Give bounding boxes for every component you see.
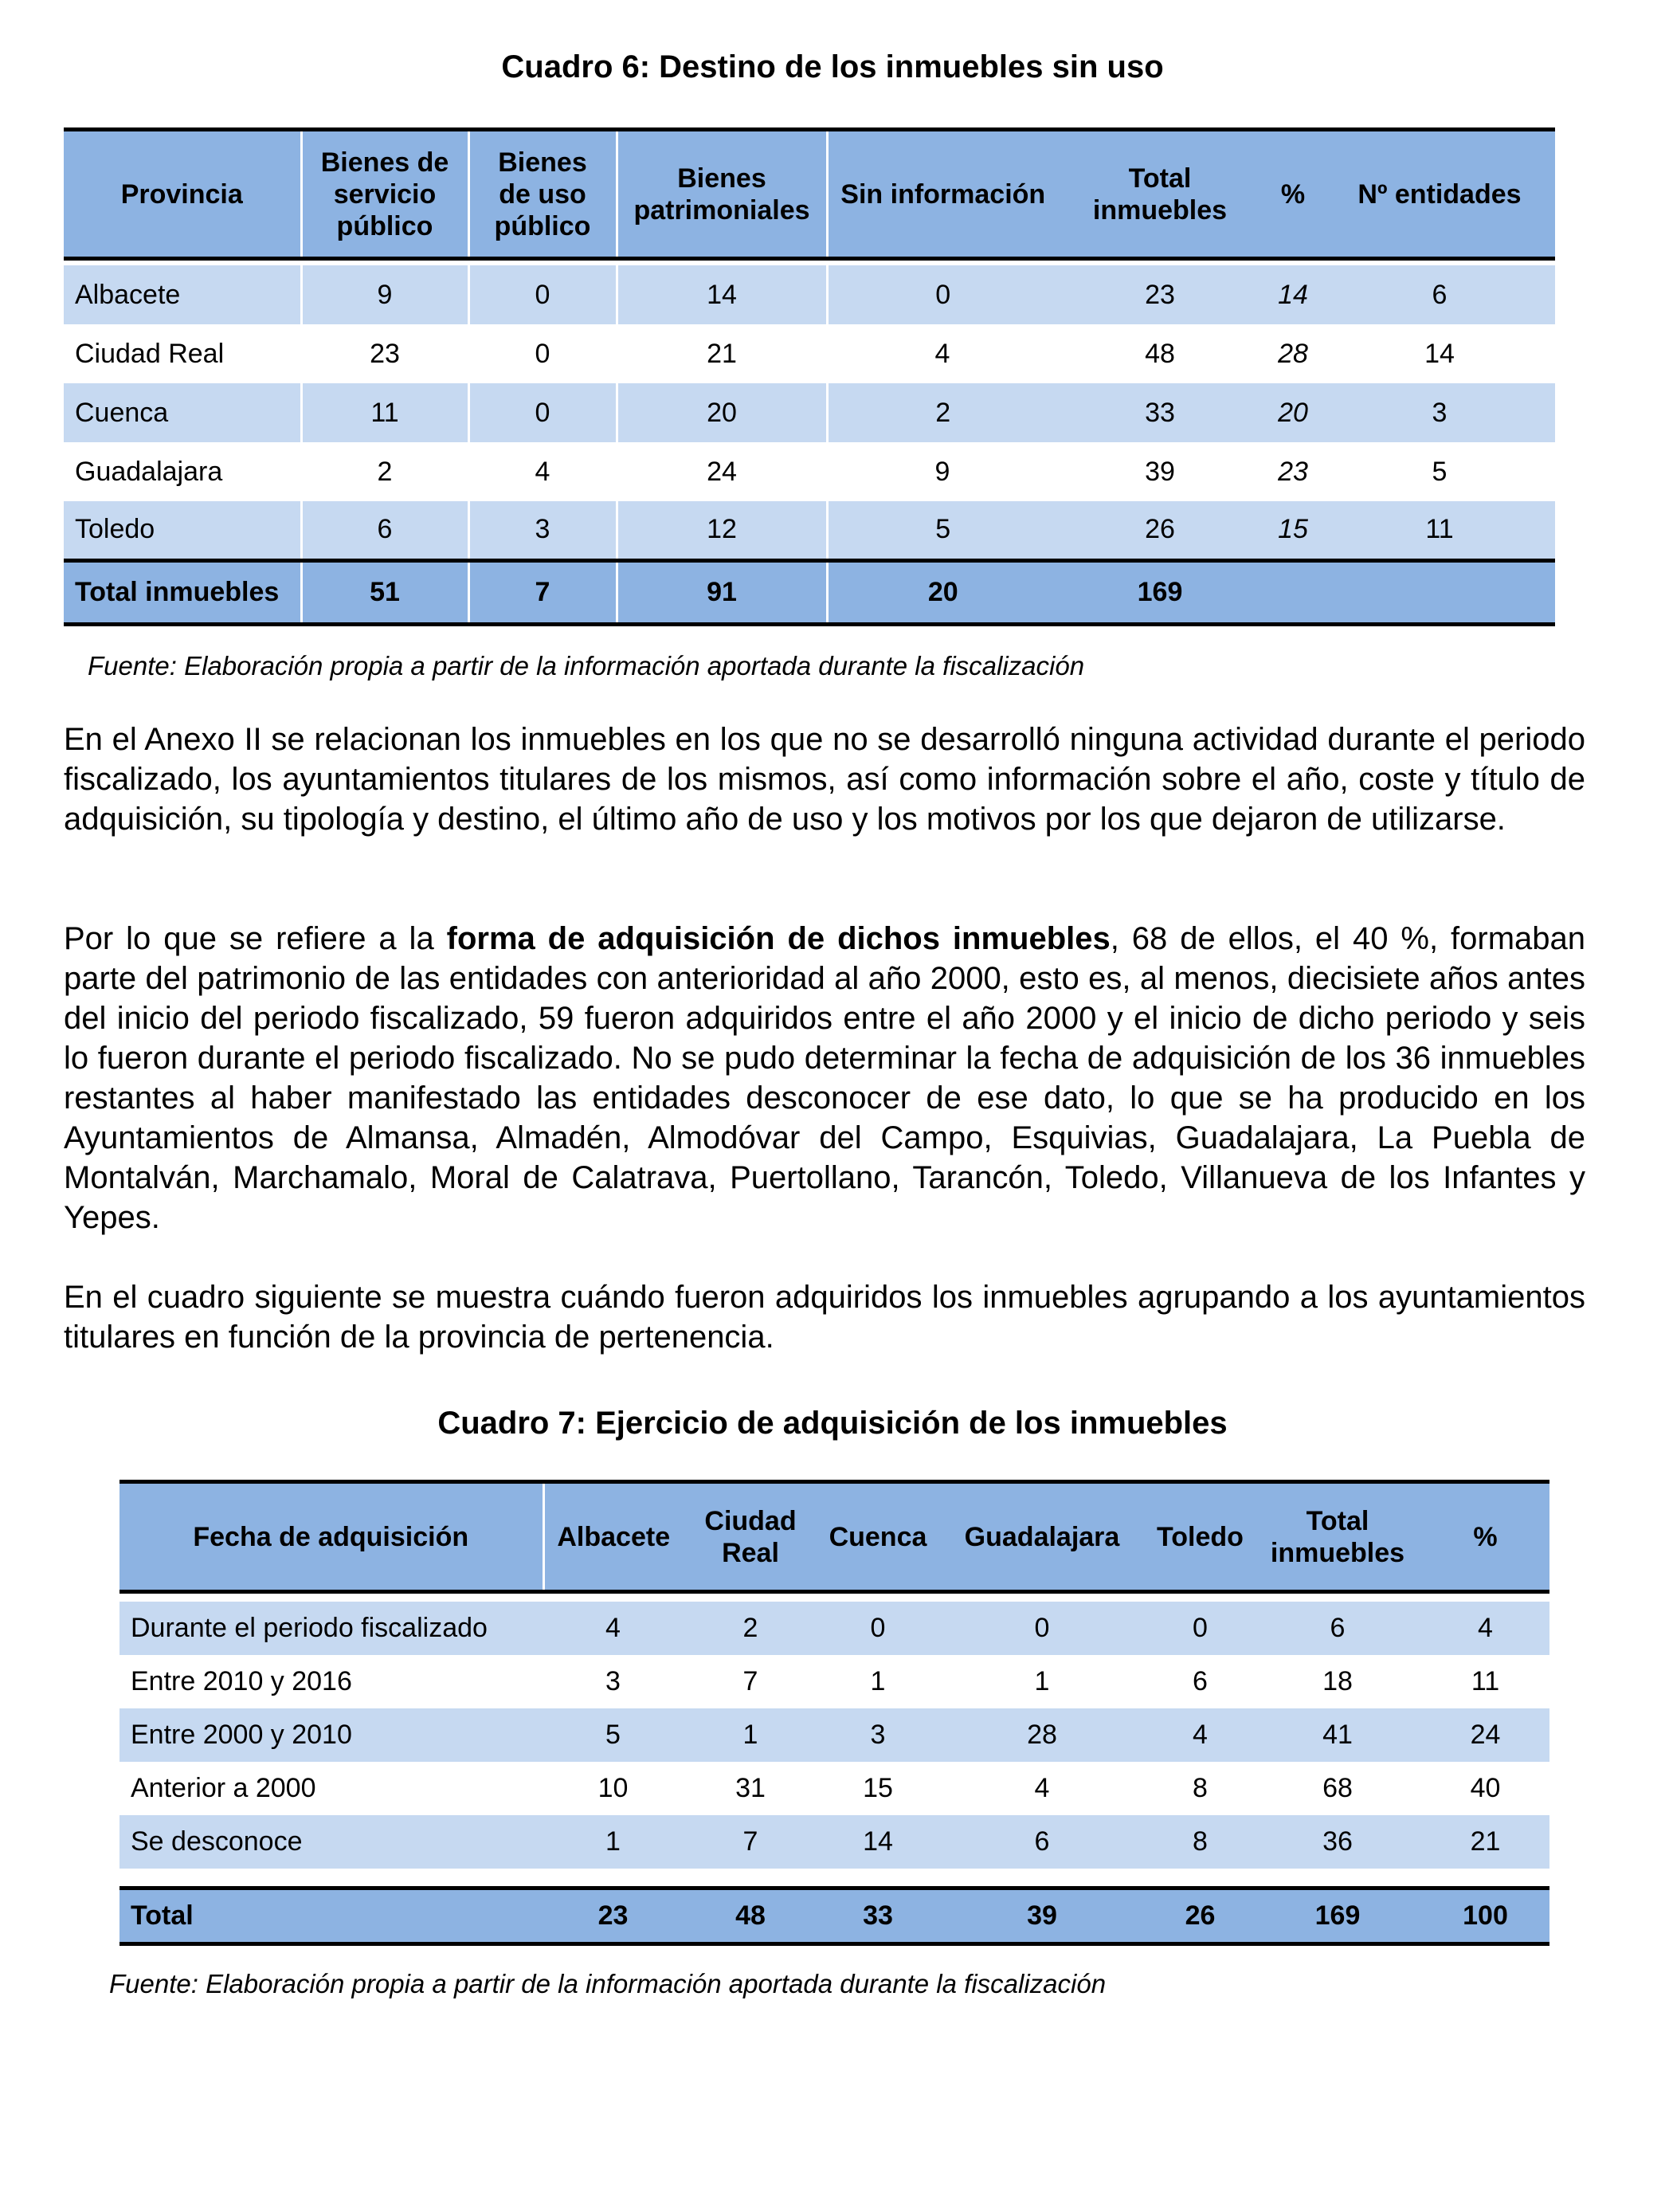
cell-albacete: 3 — [605, 1666, 621, 1696]
cell-pct: 24 — [1421, 1708, 1549, 1762]
table-row — [119, 1762, 1549, 1815]
row-label: Total inmuebles — [64, 560, 301, 624]
cell-pct: 14 — [1262, 265, 1324, 324]
table-row — [64, 324, 1555, 383]
cell-bsp: 23 — [370, 338, 400, 369]
cell-cuenca: 0 — [818, 1602, 938, 1655]
paragraph-anexo: En el Anexo II se relacionan los inmuebles en los que no se desarrolló ninguna actividad durante el periodo fiscalizado, los ayuntamientos titulares de los mismos, así como información sobre el año, coste y título de adquisición, su tipología y destino, el último año de uso y los motivos por los que dejaron de utilizarse. — [64, 722, 1585, 837]
cell-entidades — [1324, 560, 1555, 624]
cell-bsp: 6 — [301, 501, 468, 560]
table-row — [119, 1655, 1549, 1708]
cell-bup: 3 — [468, 501, 617, 560]
cell-guadalajara: 28 — [938, 1708, 1146, 1762]
row-label: Toledo — [64, 501, 301, 560]
col-header-ciudad-real: Ciudad Real — [683, 1482, 818, 1592]
table-row — [64, 442, 1555, 501]
cell-total: 18 — [1322, 1666, 1353, 1696]
col-header-cuenca: Cuenca — [818, 1482, 938, 1592]
cell-bpat: 21 — [707, 338, 737, 369]
table-row — [64, 383, 1555, 442]
cell-bup: 0 — [468, 265, 617, 324]
row-label: Cuenca — [64, 383, 301, 442]
cell-pct: 15 — [1262, 501, 1324, 560]
cell-total: 6 — [1254, 1602, 1421, 1655]
cell-bpat: 20 — [617, 383, 827, 442]
cell-entidades: 3 — [1324, 383, 1555, 442]
col-header-num-entidades: Nº entidades — [1324, 130, 1555, 259]
row-label: Anterior a 2000 — [131, 1773, 316, 1803]
cell-toledo: 8 — [1193, 1773, 1208, 1803]
cell-albacete: 23 — [543, 1888, 683, 1944]
cell-pct: 23 — [1278, 456, 1308, 487]
col-header-pct: % — [1421, 1482, 1549, 1592]
cell-sininfo: 0 — [827, 265, 1058, 324]
cell-entidades: 5 — [1432, 456, 1448, 487]
row-label: Guadalajara — [75, 456, 223, 487]
cell-sininfo: 2 — [827, 383, 1058, 442]
cell-bpat: 24 — [707, 456, 737, 487]
total-row — [119, 1888, 1549, 1944]
cell-sininfo: 9 — [934, 456, 950, 487]
cell-ciudad-real: 2 — [683, 1602, 818, 1655]
cell-pct: 20 — [1262, 383, 1324, 442]
col-header-fecha-adquisicion: Fecha de adquisición — [119, 1482, 543, 1592]
paragraph-forma-adquisicion: Por lo que se refiere a la forma de adquisición de dichos inmuebles, 68 de ellos, el 40 %, formaban parte del patrimonio de las entidades con anterioridad al año 2000, esto es, al menos, diecisiete años antes del inicio del periodo fiscalizado, 59 fueron adquiridos entre el año 2000 y el inicio de dicho periodo y seis lo fueron durante el periodo fiscalizado. No se pudo determinar la fecha de adquisición de los 36 inmuebles restantes al haber manifestado las entidades desconocer de ese dato, lo que se ha producido en los Ayuntamientos de Almansa, Almadén, Almodóvar del Campo, Esquivias, Guadalajara, La Puebla de Montalván, Marchamalo, Moral de Calatrava, Puertollano, Tarancón, Toledo, Villanueva de los Infantes y Yepes. — [64, 921, 1586, 1235]
cell-total: 169 — [1254, 1888, 1421, 1944]
cell-total: 23 — [1058, 265, 1262, 324]
cell-bup: 7 — [468, 560, 617, 624]
total-row — [64, 560, 1555, 624]
cell-albacete: 5 — [543, 1708, 683, 1762]
cell-bup: 0 — [468, 383, 617, 442]
cell-cuenca: 1 — [870, 1666, 886, 1696]
cell-ciudad-real: 48 — [683, 1888, 818, 1944]
table7-header-row — [119, 1482, 1549, 1592]
cell-albacete: 1 — [543, 1815, 683, 1869]
cell-bsp: 11 — [301, 383, 468, 442]
col-header-pct: % — [1262, 130, 1324, 259]
cell-pct: 40 — [1470, 1773, 1501, 1803]
cell-toledo: 26 — [1146, 1888, 1254, 1944]
cell-entidades: 6 — [1324, 265, 1555, 324]
cell-pct: 11 — [1471, 1666, 1500, 1696]
cell-albacete: 10 — [597, 1773, 629, 1803]
cell-entidades: 11 — [1324, 501, 1555, 560]
cell-toledo: 0 — [1146, 1602, 1254, 1655]
row-label: Albacete — [64, 265, 301, 324]
col-header-total-inmuebles: Total inmuebles — [1254, 1482, 1421, 1592]
emphasis-forma-adquisicion: forma de adquisición de dichos inmuebles — [446, 921, 1111, 956]
col-header-albacete: Albacete — [543, 1482, 683, 1592]
cell-pct — [1262, 560, 1324, 624]
row-label: Durante el periodo fiscalizado — [119, 1602, 543, 1655]
cell-bsp: 9 — [301, 265, 468, 324]
cell-bsp: 2 — [377, 456, 393, 487]
row-label: Entre 2010 y 2016 — [131, 1666, 352, 1696]
cell-bup: 0 — [535, 338, 550, 369]
row-label: Ciudad Real — [75, 338, 225, 369]
cell-guadalajara: 0 — [938, 1602, 1146, 1655]
cell-guadalajara: 1 — [1034, 1666, 1050, 1696]
cell-bpat: 14 — [617, 265, 827, 324]
row-label: Se desconoce — [119, 1815, 543, 1869]
cell-cuenca: 15 — [863, 1773, 893, 1803]
cell-ciudad-real: 7 — [683, 1815, 818, 1869]
cell-bpat: 91 — [617, 560, 827, 624]
table-row — [64, 265, 1555, 324]
cell-bpat: 12 — [617, 501, 827, 560]
cell-cuenca: 14 — [818, 1815, 938, 1869]
cell-pct: 21 — [1421, 1815, 1549, 1869]
cell-total: 41 — [1254, 1708, 1421, 1762]
cell-total: 68 — [1322, 1773, 1353, 1803]
cell-total: 48 — [1145, 338, 1175, 369]
cell-toledo: 4 — [1146, 1708, 1254, 1762]
cell-ciudad-real: 7 — [742, 1666, 758, 1696]
table7 — [119, 1480, 1549, 1946]
col-header-sin-informacion: Sin información — [827, 130, 1058, 259]
row-label: Total — [119, 1888, 543, 1944]
cell-pct: 4 — [1421, 1602, 1549, 1655]
paragraph-cuadro-siguiente: En el cuadro siguiente se muestra cuándo fueron adquiridos los inmuebles agrupando a los ayuntamientos titulares en función de la provincia de pertenencia. — [64, 1280, 1585, 1355]
col-header-guadalajara: Guadalajara — [938, 1482, 1146, 1592]
table-row — [119, 1708, 1549, 1762]
cell-toledo: 6 — [1193, 1666, 1208, 1696]
cell-pct: 28 — [1278, 338, 1308, 369]
cell-guadalajara: 39 — [938, 1888, 1146, 1944]
cell-total: 169 — [1058, 560, 1262, 624]
table6-header-row — [64, 130, 1555, 259]
col-header-toledo: Toledo — [1146, 1482, 1254, 1592]
cell-sininfo: 5 — [827, 501, 1058, 560]
cell-ciudad-real: 1 — [683, 1708, 818, 1762]
table6 — [64, 127, 1555, 626]
table6-source: Fuente: Elaboración propia a partir de la información aportada durante la fiscalización — [88, 651, 1085, 680]
col-header-bienes-servicio-publico: Bienes de servicio público — [301, 130, 468, 259]
col-header-bienes-uso-publico: Bienes de uso público — [468, 130, 617, 259]
cell-ciudad-real: 31 — [735, 1773, 766, 1803]
cell-sininfo: 20 — [827, 560, 1058, 624]
cell-total: 33 — [1058, 383, 1262, 442]
col-header-provincia: Provincia — [64, 130, 301, 259]
col-header-bienes-patrimoniales: Bienes patrimoniales — [617, 130, 827, 259]
cell-cuenca: 33 — [818, 1888, 938, 1944]
table7-caption: Cuadro 7: Ejercicio de adquisición de los inmuebles — [437, 1406, 1228, 1441]
cell-total: 39 — [1145, 456, 1175, 487]
col-header-total-inmuebles: Total inmuebles — [1058, 130, 1262, 259]
cell-sininfo: 4 — [934, 338, 950, 369]
cell-pct: 100 — [1421, 1888, 1549, 1944]
cell-cuenca: 3 — [818, 1708, 938, 1762]
cell-total: 26 — [1058, 501, 1262, 560]
cell-bsp: 51 — [301, 560, 468, 624]
cell-toledo: 8 — [1146, 1815, 1254, 1869]
row-label: Entre 2000 y 2010 — [119, 1708, 543, 1762]
cell-guadalajara: 4 — [1034, 1773, 1050, 1803]
cell-albacete: 4 — [543, 1602, 683, 1655]
cell-entidades: 14 — [1424, 338, 1455, 369]
cell-guadalajara: 6 — [938, 1815, 1146, 1869]
table-row — [119, 1815, 1549, 1869]
cell-total: 36 — [1254, 1815, 1421, 1869]
cell-bup: 4 — [535, 456, 550, 487]
table7-source: Fuente: Elaboración propia a partir de la información aportada durante la fiscalización — [109, 1969, 1107, 1998]
table6-caption: Cuadro 6: Destino de los inmuebles sin uso — [501, 49, 1164, 84]
table-row — [64, 501, 1555, 560]
table-row — [119, 1602, 1549, 1655]
